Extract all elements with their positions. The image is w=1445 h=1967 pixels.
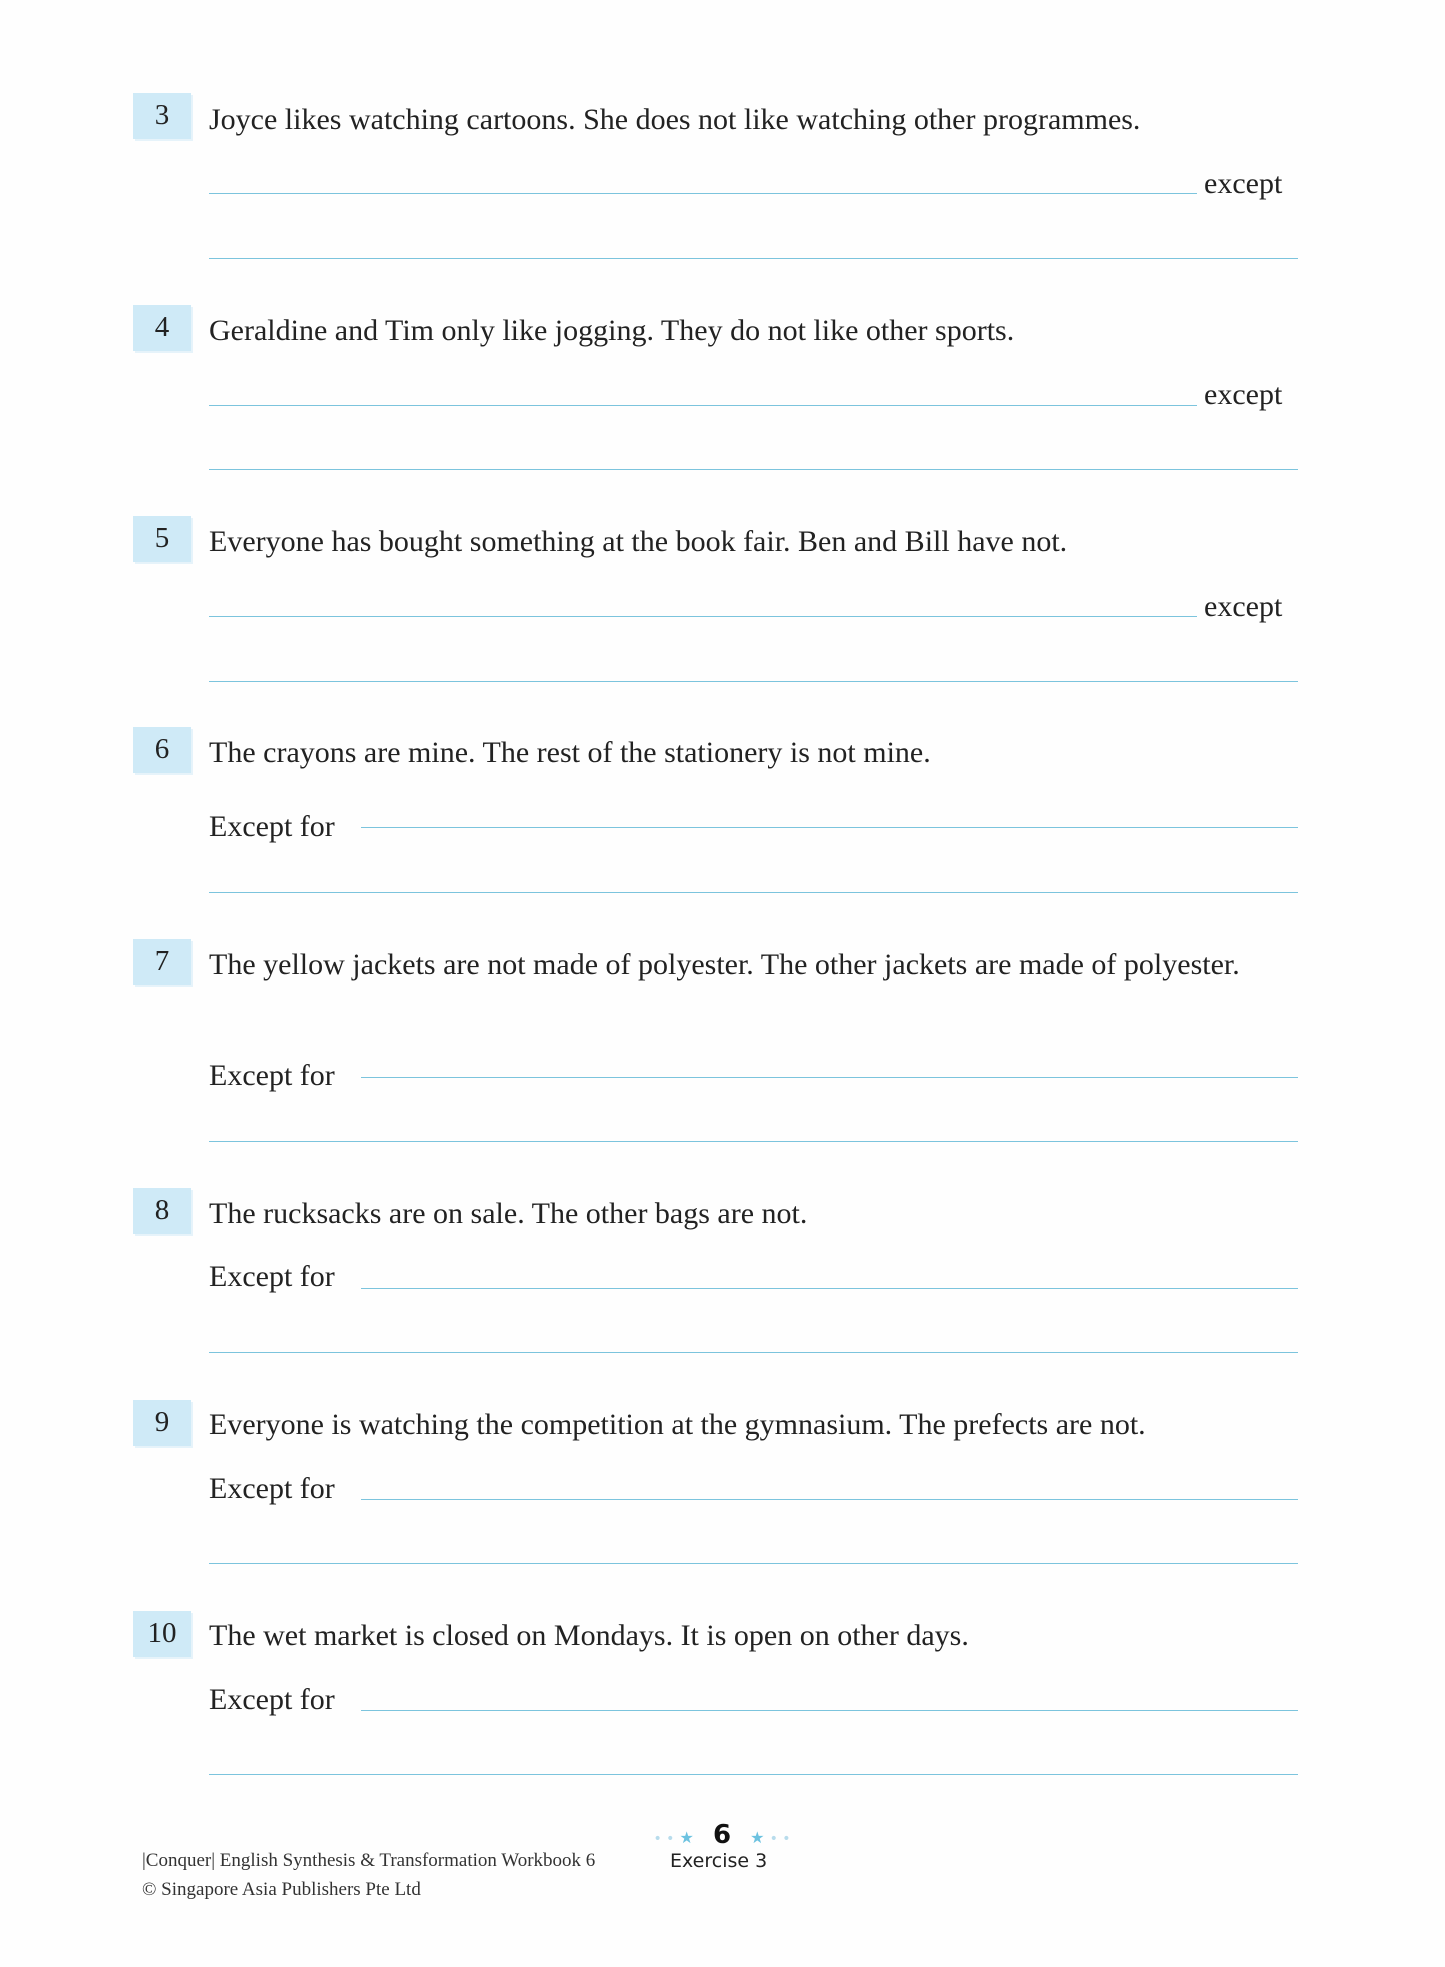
answer-line[interactable] [209,469,1298,470]
question-text: Everyone is watching the competition at the gymnasium. The prefects are not. [209,1408,1146,1441]
answer-line[interactable] [361,827,1298,828]
answer-line[interactable] [361,1710,1298,1711]
star-icon: ★ [679,1828,694,1847]
connector-label: except [1204,167,1283,200]
copyright: © Singapore Asia Publishers Pte Ltd [142,1879,421,1900]
question-text: Geraldine and Tim only like jogging. They do not like other sports. [209,314,1015,347]
answer-line[interactable] [361,1077,1298,1078]
book-title: |Conquer| English Synthesis & Transformation Workbook 6 [142,1850,596,1871]
dot-icon: • • [769,1831,791,1847]
question-number: 10 [133,1611,191,1657]
connector-label: Except for [209,810,335,843]
question-number: 5 [133,516,191,562]
question-number: 8 [133,1188,191,1234]
connector-label: except [1204,378,1283,411]
connector-label: Except for [209,1683,335,1716]
page-number-row [636,1820,808,1850]
question-text: The wet market is closed on Mondays. It is open on other days. [209,1619,969,1652]
question-text: The crayons are mine. The rest of the stationery is not mine. [209,736,931,769]
exercise-label: Exercise 3 [670,1850,768,1872]
answer-line[interactable] [209,616,1197,617]
question-number: 3 [133,93,191,139]
connector-label: Except for [209,1260,335,1293]
question-number: 7 [133,939,191,985]
star-icon: ★ [750,1828,765,1847]
question-number: 4 [133,305,191,351]
question-text: The rucksacks are on sale. The other bags are not. [209,1197,808,1230]
page-number: 6 [712,1820,732,1850]
answer-line[interactable] [361,1499,1298,1500]
answer-line[interactable] [209,193,1197,194]
answer-line[interactable] [209,681,1298,682]
question-number: 9 [133,1400,191,1446]
answer-line[interactable] [209,892,1298,893]
answer-line[interactable] [209,1563,1298,1564]
question-text: The yellow jackets are not made of polyester. The other jackets are made of polyester. [209,948,1240,981]
connector-label: Except for [209,1059,335,1092]
dot-icon: • • [653,1831,675,1847]
answer-line[interactable] [361,1288,1298,1289]
answer-line[interactable] [209,1141,1298,1142]
answer-line[interactable] [209,1774,1298,1775]
question-text: Joyce likes watching cartoons. She does not like watching other programmes. [209,103,1141,136]
question-text: Everyone has bought something at the book fair. Ben and Bill have not. [209,525,1068,558]
question-number: 6 [133,727,191,773]
connector-label: Except for [209,1472,335,1505]
answer-line[interactable] [209,1352,1298,1353]
answer-line[interactable] [209,258,1298,259]
connector-label: except [1204,590,1283,623]
answer-line[interactable] [209,405,1197,406]
